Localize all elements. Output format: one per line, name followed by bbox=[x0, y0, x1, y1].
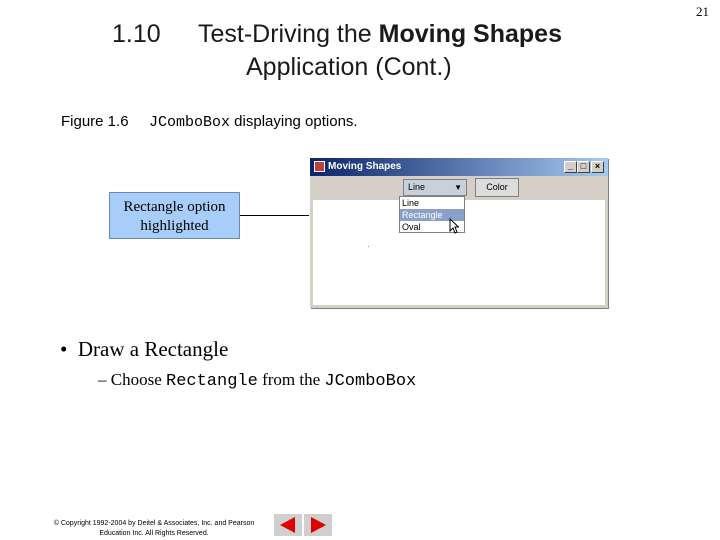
sub-prefix: – Choose bbox=[98, 370, 166, 389]
window-title: Moving Shapes bbox=[328, 161, 402, 172]
minimize-button[interactable]: _ bbox=[564, 161, 577, 173]
arrow-left-icon bbox=[280, 517, 295, 533]
sub-code-rectangle: Rectangle bbox=[166, 372, 258, 391]
caption-code: JComboBox bbox=[149, 114, 231, 131]
callout-box bbox=[109, 192, 240, 239]
maximize-button[interactable]: □ bbox=[577, 161, 590, 173]
copyright-line-2: Education Inc. All Rights Reserved. bbox=[99, 530, 209, 537]
next-slide-button[interactable] bbox=[304, 514, 332, 536]
chevron-down-icon: ▼ bbox=[454, 183, 462, 192]
title-bold: Moving Shapes bbox=[378, 20, 562, 48]
callout-line-2: highlighted bbox=[140, 218, 209, 234]
option-line[interactable]: Line bbox=[402, 198, 420, 208]
close-button[interactable]: × bbox=[591, 161, 604, 173]
callout-line-1: Rectangle option bbox=[123, 199, 226, 215]
sub-mid: from the bbox=[257, 370, 325, 389]
sub-code-jcombobox: JComboBox bbox=[324, 372, 417, 391]
copyright-notice bbox=[24, 519, 284, 539]
moving-shapes-window bbox=[310, 158, 608, 308]
figure-caption bbox=[149, 113, 358, 131]
bullet-text: Draw a Rectangle bbox=[77, 337, 229, 361]
option-oval[interactable]: Oval bbox=[402, 222, 421, 232]
mouse-pointer-icon bbox=[449, 218, 459, 234]
caption-text: displaying options. bbox=[230, 113, 358, 130]
arrow-right-icon bbox=[311, 517, 326, 533]
previous-slide-button[interactable] bbox=[274, 514, 302, 536]
app-icon bbox=[314, 161, 325, 172]
shape-combo-box[interactable] bbox=[403, 179, 467, 196]
combo-value: Line bbox=[408, 182, 426, 192]
title-prefix: Test-Driving the bbox=[198, 20, 379, 48]
window-title-bar[interactable] bbox=[310, 158, 608, 176]
bullet-draw-rectangle bbox=[60, 337, 228, 362]
section-number: 1.10 bbox=[112, 20, 161, 48]
sub-bullet bbox=[98, 370, 416, 391]
bullet-mark: • bbox=[60, 337, 78, 361]
title-line-1 bbox=[198, 18, 562, 50]
copyright-line-1: © Copyright 1992-2004 by Deitel & Associates, Inc. and Pearson bbox=[53, 520, 255, 527]
page-number: 21 bbox=[696, 4, 709, 19]
canvas-dot bbox=[368, 246, 369, 247]
title-line-2: Application (Cont.) bbox=[246, 53, 452, 81]
option-rectangle[interactable]: Rectangle bbox=[400, 209, 464, 221]
color-button[interactable]: Color bbox=[475, 178, 519, 197]
figure-label: Figure 1.6 bbox=[61, 113, 129, 130]
